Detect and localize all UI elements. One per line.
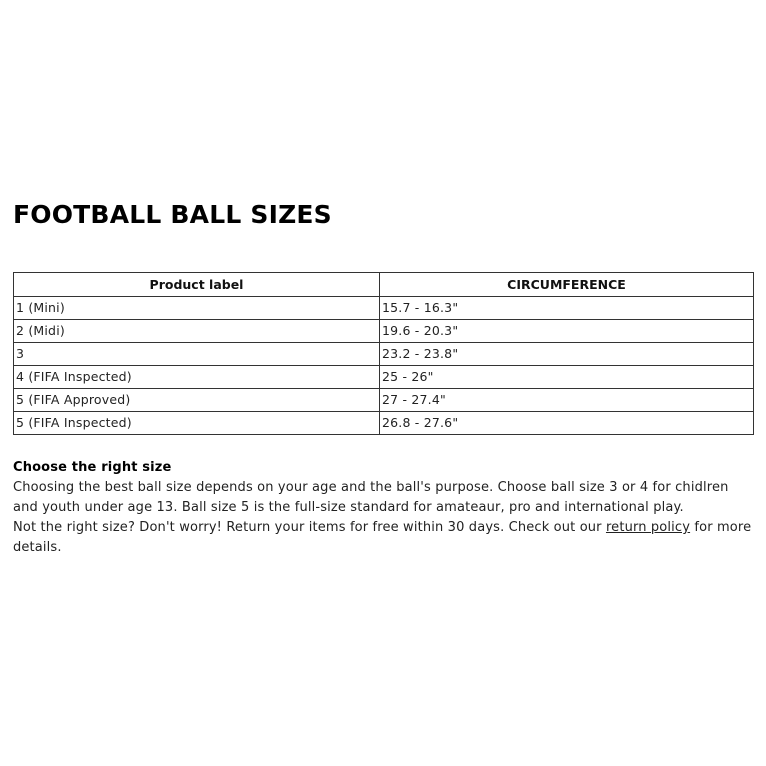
circumference-cell: 19.6 - 20.3" xyxy=(380,320,754,343)
table-row xyxy=(14,389,754,412)
circumference-cell: 23.2 - 23.8" xyxy=(380,343,754,366)
table-row xyxy=(14,366,754,389)
header-circumference: CIRCUMFERENCE xyxy=(380,273,754,297)
circumference-cell: 26.8 - 27.6" xyxy=(380,412,754,435)
product-label-cell: 4 (FIFA Inspected) xyxy=(14,366,380,389)
table-header-row xyxy=(14,273,754,297)
table-row xyxy=(14,343,754,366)
table-row xyxy=(14,320,754,343)
product-label-cell: 5 (FIFA Approved) xyxy=(14,389,380,412)
product-label-cell: 5 (FIFA Inspected) xyxy=(14,412,380,435)
product-label-cell: 3 xyxy=(14,343,380,366)
info-paragraph-age: Choosing the best ball size depends on your age and the ball's purpose. Choose ball size 3 or 4 for chidlren and youth under age 13. Ball size 5 is the full-size standard for amateaur, pro and international play. xyxy=(13,480,729,515)
product-label-cell: 2 (Midi) xyxy=(14,320,380,343)
size-table xyxy=(13,272,754,435)
circumference-cell: 27 - 27.4" xyxy=(380,389,754,412)
table-row xyxy=(14,412,754,435)
returns-text-after: for more details. xyxy=(13,520,752,555)
product-label-cell: 1 (Mini) xyxy=(14,297,380,320)
returns-text-before: Not the right size? Don't worry! Return your items for free within 30 days. Check out our xyxy=(13,520,606,535)
size-guide-info xyxy=(13,458,753,558)
info-heading: Choose the right size xyxy=(13,460,172,475)
header-product-label: Product label xyxy=(14,273,380,297)
table-row xyxy=(14,297,754,320)
page-title: FOOTBALL BALL SIZES xyxy=(13,200,332,229)
return-policy-link[interactable]: return policy xyxy=(605,520,691,535)
circumference-cell: 25 - 26" xyxy=(380,366,754,389)
circumference-cell: 15.7 - 16.3" xyxy=(380,297,754,320)
info-paragraph-returns xyxy=(13,518,753,558)
